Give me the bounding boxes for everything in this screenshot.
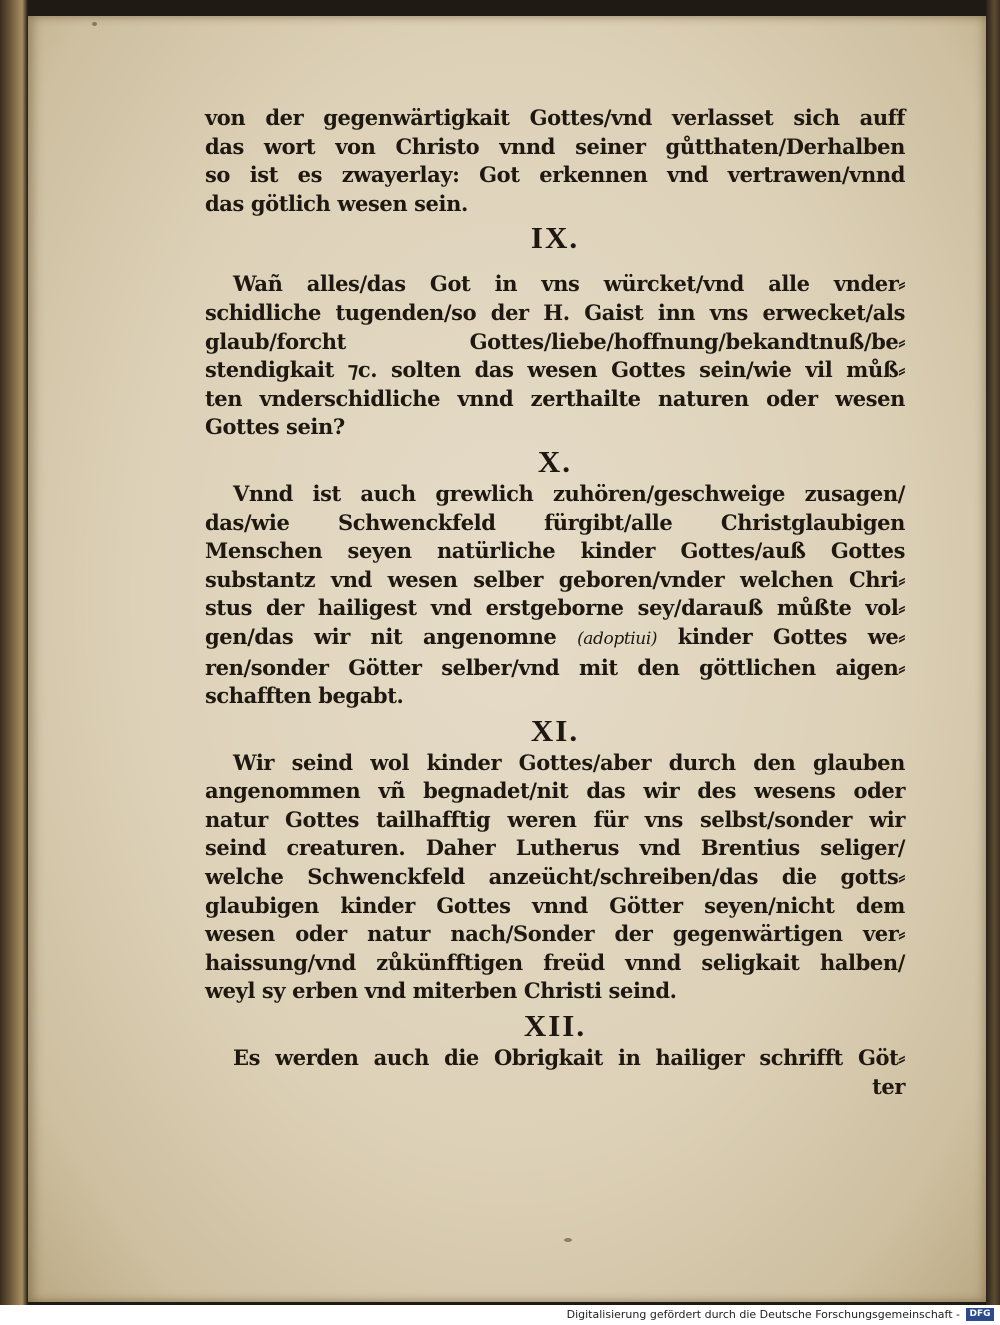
latin-gloss: (adoptiui): [577, 628, 658, 649]
text-line: schidliche tugenden/so der H. Gaist inn vns erwecket/als: [205, 299, 905, 325]
text-line: stus der hailigest vnd erstgeborne sey/darauß můßte vol⸗: [205, 595, 905, 621]
text-line: ren/sonder Götter selber/vnd mit den göttlichen aigen⸗: [205, 654, 905, 680]
text-line: stendigkait ⁊c. solten das wesen Gottes sein/wie vil můß⸗: [205, 357, 905, 383]
section-numeral: XII.: [523, 1008, 587, 1044]
section-numeral: IX.: [530, 220, 580, 256]
text-line: glaub/forcht Gottes/liebe/hoffnung/bekandtnuß/be⸗: [205, 328, 905, 354]
section-numeral: X.: [537, 443, 573, 479]
page-text: [205, 104, 905, 1101]
book-edge: [986, 0, 1000, 1305]
text-line: Wir seind wol kinder Gottes/aber durch den glauben: [233, 749, 905, 775]
text-line: Vnnd ist auch grewlich zuhören/geschweige zusagen/: [233, 480, 905, 506]
text-line: angenommen vñ begnadet/nit das wir des wesens oder: [205, 778, 905, 804]
footer-credit: Digitalisierung gefördert durch die Deutsche Forschungsgemeinschaft -: [566, 1308, 960, 1321]
paper-speck: [92, 22, 97, 26]
text-line: gen/das wir nit angenomne (adoptiui) kinder Gottes we⸗: [205, 623, 905, 649]
text-line: welche Schwenckfeld anzeücht/schreiben/das die gotts⸗: [205, 864, 905, 890]
digitization-footer: [0, 1305, 1000, 1325]
text-line: das/wie Schwenckfeld fürgibt/alle Christglaubigen: [205, 509, 905, 535]
text-line: so ist es zwayerlay: Got erkennen vnd vertrawen/vnnd: [205, 162, 905, 188]
text-line: von der gegenwärtigkait Gottes/vnd verlasset sich auff: [205, 105, 905, 130]
text-line: ten vnderschidliche vnnd zerthailte naturen oder wesen: [205, 385, 905, 411]
text-line: seind creaturen. Daher Lutherus vnd Brentius seliger/: [205, 835, 905, 861]
text-line: glaubigen kinder Gottes vnnd Götter seyen/nicht dem: [205, 892, 905, 918]
dfg-logo: DFG: [966, 1308, 994, 1321]
paper-speck: [564, 1238, 572, 1242]
text-line: haissung/vnd zůkünfftigen freüd vnnd seligkait halben/: [205, 949, 905, 975]
section-numeral: XI.: [530, 712, 580, 748]
text-line: natur Gottes tailhafftig weren für vns selbst/sonder wir: [205, 806, 905, 832]
text-line: schafften begabt.: [205, 683, 404, 709]
text-line: das götlich wesen sein.: [205, 190, 468, 216]
text-line: wesen oder natur nach/Sonder der gegenwärtigen ver⸗: [205, 921, 905, 947]
text-line: Gottes sein?: [205, 414, 345, 440]
text-line: Wañ alles/das Got in vns würcket/vnd alle vnder⸗: [233, 271, 905, 297]
text-line: Es werden auch die Obrigkait in hailiger schrifft Göt⸗: [233, 1045, 905, 1071]
catchword: ter: [872, 1073, 905, 1099]
text-line: substantz vnd wesen selber geboren/vnder welchen Chri⸗: [205, 566, 905, 592]
text-line: das wort von Christo vnnd seiner gůtthaten/Derhalben: [205, 133, 905, 159]
text-line: weyl sy erben vnd miterben Christi seind.: [205, 978, 677, 1004]
text-line: Menschen seyen natürliche kinder Gottes/auß Gottes: [205, 538, 905, 564]
